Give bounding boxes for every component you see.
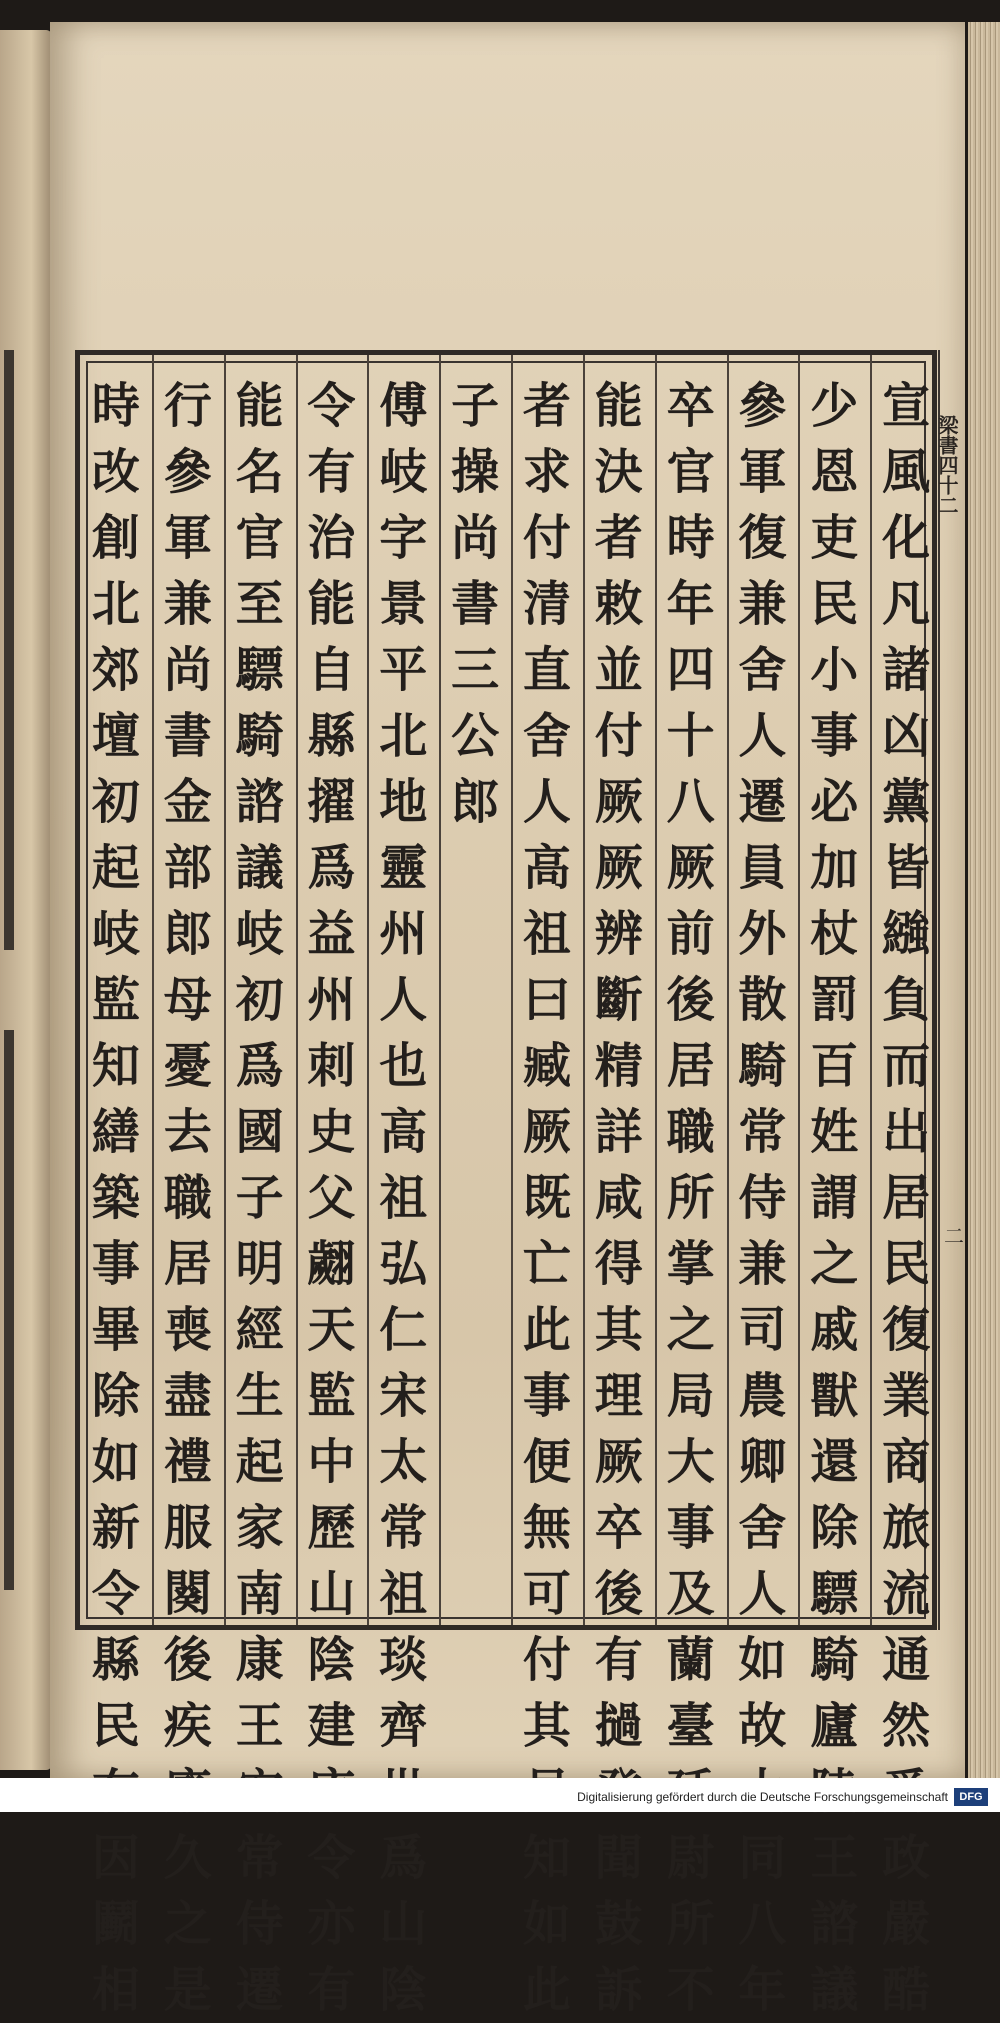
dfg-logo-icon: DFG [954,1788,988,1806]
text-column: 令 有 治 能 自 縣 擢 爲 益 州 刺 史 父 翽 天 監 中 歷 山 陰 建 令 亦 有 [307,378,356,2018]
column-rule [296,355,298,1625]
text-column: 者 求 付 清 直 舍 人 高 祖 曰 臧 厥 既 亡 此 事 便 無 可 付 其 知 如 此 [522,378,571,2018]
text-column: 卒 官 時 年 四 十 八 厥 前 後 居 職 所 掌 之 局 大 事 及 蘭 臺 尉 所 不 [666,378,715,2018]
column-rule [727,355,729,1625]
text-column: 子 操 尚 書 三 公 郎 [451,378,500,830]
footer-bar [0,1778,1000,1812]
left-facing-page [0,30,52,1770]
text-column: 傅 岐 字 景 平 北 地 靈 州 人 也 高 祖 弘 仁 宋 太 常 祖 琰 齊 爲 山 陰 [379,378,428,2018]
column-rule [798,355,800,1625]
column-rule [870,355,872,1625]
text-column: 少 恩 吏 民 小 事 必 加 杖 罰 百 姓 謂 之 戚 獸 還 除 驃 騎 廬 王 諮 議 [810,378,859,2018]
page-edges [968,22,1000,1780]
text-column: 宣 風 化 凡 諸 凶 黨 皆 繈 負 而 出 居 民 復 業 商 旅 流 通 然 政 嚴 酷 [882,378,931,2018]
footer-credit: Digitalisierung gefördert durch die Deutsche Forschungsgemeinschaft [577,1790,948,1804]
banner-column [935,350,964,1630]
column-rule [583,355,585,1625]
column-rule [511,355,513,1625]
column-rule [439,355,441,1625]
column-rule [152,355,154,1625]
banner-title: 梁書四十二 [935,415,959,515]
text-column: 行 參 軍 兼 尚 書 金 部 郎 母 憂 去 職 居 喪 盡 禮 服 闋 後 疾 久 之 是 [163,378,212,2018]
text-column: 時 改 創 北 郊 壇 初 起 岐 監 知 繕 築 事 畢 除 如 新 令 縣 民 因 鬬 相 [91,378,140,2018]
text-column: 能 決 者 敕 並 付 厥 厥 辨 斷 精 詳 咸 得 其 理 厥 卒 後 有 撾 聞 鼓 訴 [594,378,643,2018]
column-rule [655,355,657,1625]
text-column: 參 軍 復 兼 舍 人 遷 員 外 散 騎 常 侍 兼 司 農 卿 舍 人 如 故 同 八 年 [738,378,787,2018]
column-rule [224,355,226,1625]
text-column: 能 名 官 至 驃 騎 諮 議 岐 初 爲 國 子 明 經 生 起 家 南 康 王 常 侍 遷 [235,378,284,2018]
leaf-number: 二 [944,1224,964,1248]
column-rule [367,355,369,1625]
